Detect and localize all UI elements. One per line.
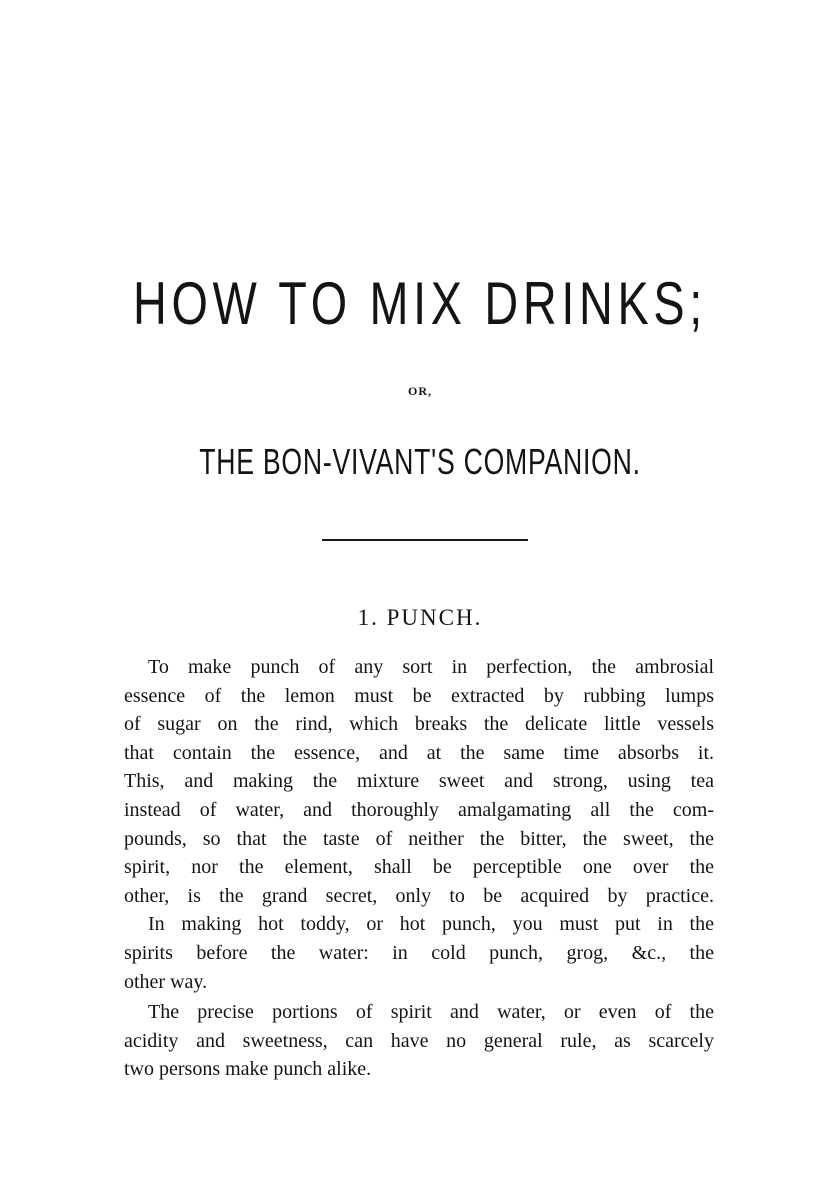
text-line: The precise portions of spirit and water, or even of the (148, 1001, 714, 1024)
text-line: essence of the lemon must be extracted by rubbing lumps (124, 684, 714, 707)
title-divider-rule (322, 539, 528, 541)
text-line: other, is the grand secret, only to be acquired by practice. (124, 884, 714, 907)
text-line: of sugar on the rind, which breaks the delicate little vessels (124, 713, 714, 736)
text-line: To make punch of any sort in perfection, the ambrosial (148, 656, 714, 678)
paragraph (124, 910, 714, 996)
paragraph (124, 653, 714, 910)
text-line: that contain the essence, and at the same time absorbs it. (124, 741, 714, 764)
text-line: acidity and sweetness, can have no general rule, as scarcely (124, 1029, 714, 1052)
title-conjunction: OR, (408, 384, 432, 398)
paragraph (124, 998, 714, 1084)
text-line: spirit, nor the element, shall be perceptible one over the (124, 856, 714, 879)
text-line: instead of water, and thoroughly amalgamating all the com- (124, 798, 714, 821)
text-line: other way. (124, 970, 208, 993)
book-title: HOW TO MIX DRINKS; (133, 270, 707, 337)
text-line: spirits before the water: in cold punch, grog, &c., the (124, 941, 714, 964)
text-line: In making hot toddy, or hot punch, you must put in the (148, 913, 714, 936)
text-line: two persons make punch alike. (124, 1058, 372, 1081)
book-subtitle: THE BON-VIVANT'S COMPANION. (199, 441, 641, 482)
text-line: This, and making the mixture sweet and strong, using tea (124, 770, 714, 793)
text-line: pounds, so that the taste of neither the bitter, the sweet, the (124, 827, 714, 850)
section-body (124, 653, 714, 1084)
section-heading: 1. PUNCH. (357, 605, 483, 630)
